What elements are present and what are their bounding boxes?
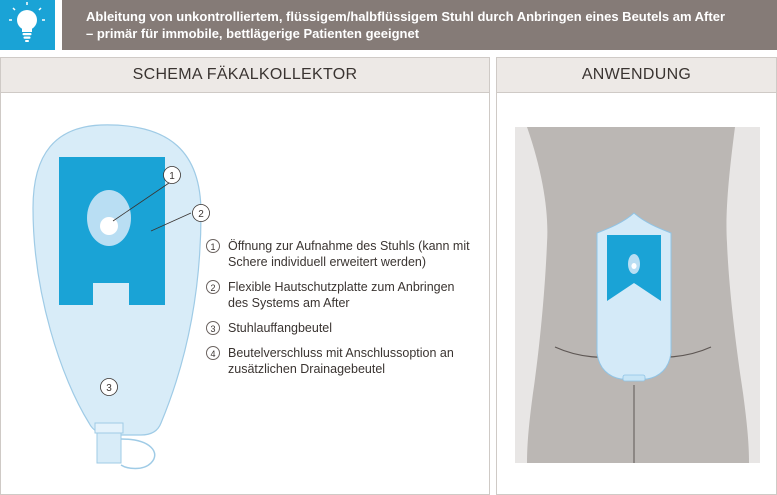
legend-number: 4 (206, 346, 220, 360)
bag-closure (95, 423, 123, 433)
callout-3-label: 3 (106, 383, 112, 394)
header-text (62, 0, 777, 50)
callout-2 (193, 205, 210, 222)
legend-text-2: zusätzlichen Drainagebeutel (228, 362, 386, 376)
application-panel (496, 57, 777, 495)
callout-1-label: 1 (169, 171, 175, 182)
drain-outlet (97, 433, 121, 463)
legend-text-1: Flexible Hautschutzplatte zum Anbringen (228, 280, 455, 294)
legend-item (206, 279, 486, 311)
header (0, 0, 777, 50)
callout-3 (101, 379, 118, 396)
lightbulb-icon (0, 0, 55, 50)
legend-number: 3 (206, 321, 220, 335)
schema-panel-title: SCHEMA FÄKALKOLLEKTOR (1, 58, 489, 93)
callout-2-label: 2 (198, 209, 204, 220)
legend-number: 2 (206, 280, 220, 294)
schema-panel (0, 57, 490, 495)
legend-text-2: Schere individuell erweitert werden) (228, 255, 427, 269)
drain-loop (121, 439, 155, 469)
legend-text-1: Beutelverschluss mit Anschlussoption an (228, 346, 454, 360)
legend-text-2: des Systems am After (228, 296, 350, 310)
legend-item (206, 345, 486, 377)
applied-closure (623, 375, 645, 381)
legend-text-1: Stuhlauffangbeutel (228, 321, 333, 335)
tip-box (0, 0, 55, 50)
header-line-1: Ableitung von unkontrolliertem, flüssigem/halbflüssigem Stuhl durch Anbringen eines Beutels am After (86, 9, 726, 24)
application-panel-title: ANWENDUNG (497, 58, 776, 93)
header-line-2: – primär für immobile, bettlägerige Patienten geeignet (86, 26, 420, 41)
legend-item (206, 238, 486, 270)
callout-1 (164, 167, 181, 184)
application-illustration (497, 93, 777, 495)
legend-text-1: Öffnung zur Aufnahme des Stuhls (kann mit (228, 239, 470, 253)
legend (206, 238, 486, 386)
legend-number: 1 (206, 239, 220, 253)
legend-item (206, 320, 486, 336)
